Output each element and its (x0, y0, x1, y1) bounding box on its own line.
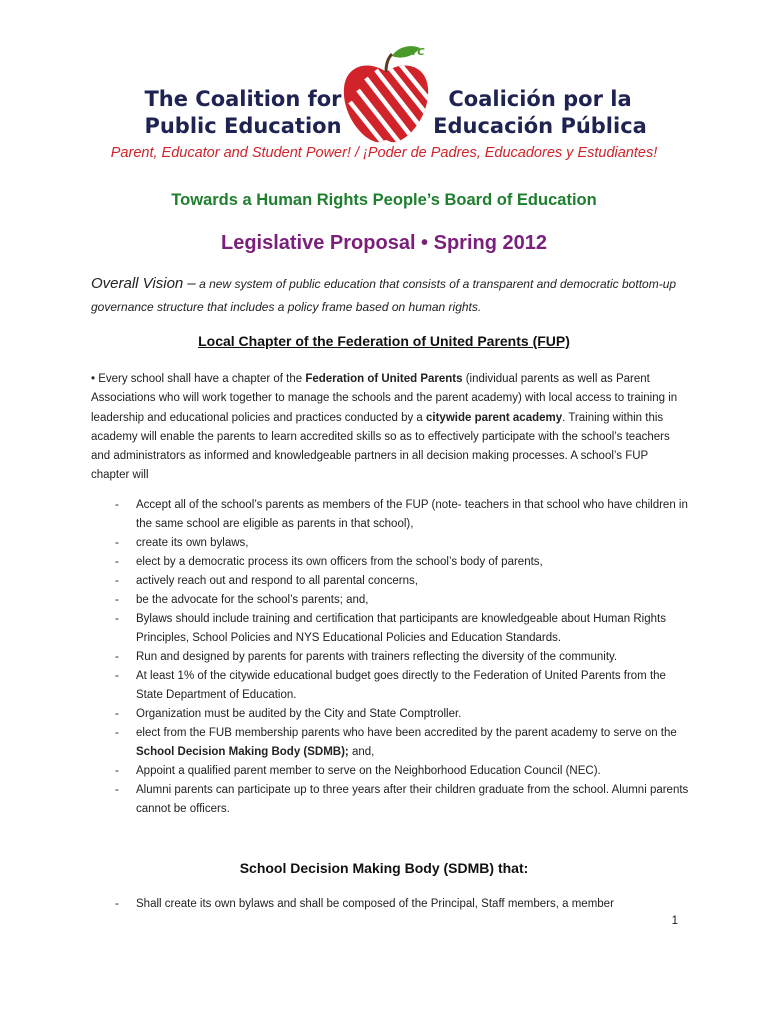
list-item-text: create its own bylaws, (136, 537, 249, 549)
list-item (91, 534, 691, 553)
dash-bullet: - (115, 537, 119, 549)
sdmb-list (91, 895, 691, 914)
letterhead-tagline: Parent, Educator and Student Power! / ¡Poder de Padres, Educadores y Estudiantes! (110, 145, 658, 161)
dash-bullet: - (115, 765, 119, 777)
coalition-name-spanish (425, 86, 655, 140)
list-item (91, 572, 691, 591)
list-item-text: Shall create its own bylaws and shall be composed of the Principal, Staff members, a member (136, 898, 614, 910)
overall-vision (91, 272, 691, 319)
list-item (91, 610, 691, 648)
intro-bold-fup: Federation of United Parents (305, 373, 463, 385)
list-item-text: be the advocate for the school’s parents; and, (136, 594, 369, 606)
list-item (91, 705, 691, 724)
dash-bullet: - (115, 499, 119, 511)
list-item (91, 895, 691, 914)
apple-logo-icon (340, 42, 432, 146)
fup-section-title (0, 333, 768, 349)
list-item (91, 553, 691, 572)
list-item-text: Organization must be audited by the City and State Comptroller. (136, 708, 462, 720)
list-item-text: actively reach out and respond to all parental concerns, (136, 575, 418, 587)
dash-bullet: - (115, 670, 119, 682)
dash-bullet: - (115, 594, 119, 606)
dash-bullet: - (115, 651, 119, 663)
intro-part: . Training within this academy will enable the parents to learn accredited skills so as to effectively participate with the school’s teachers and administrators as informed and knowledgeable partners in all decision making processes. A school’s FUP chapter will (91, 411, 670, 482)
coalition-spanish-line-2: Educación Pública (433, 114, 647, 138)
fup-intro-paragraph (91, 370, 681, 486)
list-item (91, 591, 691, 610)
sdmb-bold-text: School Decision Making Body (SDMB); (136, 746, 349, 758)
list-item-text: and, (348, 746, 375, 758)
coalition-english-line-1: The Coalition for (144, 87, 342, 111)
list-item-text: Bylaws should include training and certification that participants are knowledgeable about Human Rights Principles, School Policies and NYS Educational Policies and Education Standards. (136, 613, 666, 644)
dash-bullet: - (115, 784, 119, 796)
list-item-text: Appoint a qualified parent member to serve on the Neighborhood Education Council (NEC). (136, 765, 601, 777)
list-item-text: elect from the FUB membership parents who have been accredited by the parent academy to serve on the (136, 727, 677, 739)
list-item (91, 496, 691, 534)
list-item (91, 667, 691, 705)
vision-lead: Overall Vision – (91, 275, 196, 292)
fup-chapter-list (91, 496, 691, 819)
fup-section-title-text: Local Chapter of the Federation of United Parents (FUP) (198, 333, 570, 349)
intro-part: (individual parents as well as Parent Associations who will work together to manage the schools and the parent academy) with local access to training in leadership and educational policies and practices conducted by a (91, 373, 678, 424)
list-item (91, 781, 691, 819)
dash-bullet: - (115, 898, 119, 910)
sdmb-section-title: School Decision Making Body (SDMB) that: (239, 860, 529, 876)
list-item-text: Alumni parents can participate up to three years after their children graduate from the school. Alumni parents cannot be officers. (136, 784, 689, 815)
coalition-english-line-2: Public Education (144, 114, 342, 138)
dash-bullet: - (115, 575, 119, 587)
dash-bullet: - (115, 556, 119, 568)
list-item-text: Run and designed by parents for parents with trainers reflecting the diversity of the community. (136, 651, 618, 663)
dash-bullet: - (115, 613, 119, 625)
list-item-sdmb (91, 724, 691, 762)
list-item-text: At least 1% of the citywide educational budget goes directly to the Federation of United Parents from the State Department of Education. (136, 670, 666, 701)
coalition-spanish-line-1: Coalición por la (448, 87, 632, 111)
coalition-name-english (128, 86, 358, 140)
dash-bullet: - (115, 708, 119, 720)
page-number: 1 (671, 915, 678, 927)
list-item (91, 648, 691, 667)
list-item-text: elect by a democratic process its own officers from the school’s body of parents, (136, 556, 543, 568)
intro-part: • Every school shall have a chapter of the (91, 373, 306, 385)
document-title: Towards a Human Rights People’s Board of Education (171, 191, 597, 209)
vision-text: a new system of public education that consists of a transparent and democratic bottom-up governance structure that includes a policy frame based on human rights. (91, 277, 677, 314)
list-item-text: Accept all of the school’s parents as members of the FUP (note- teachers in that school who have children in the same school are eligible as parents in that school), (136, 499, 688, 530)
list-item (91, 762, 691, 781)
dash-bullet: - (115, 727, 119, 739)
document-subtitle: Legislative Proposal • Spring 2012 (220, 232, 547, 254)
apple-nyc-label: NYC (402, 47, 425, 58)
intro-bold-academy: citywide parent academy (426, 411, 563, 424)
